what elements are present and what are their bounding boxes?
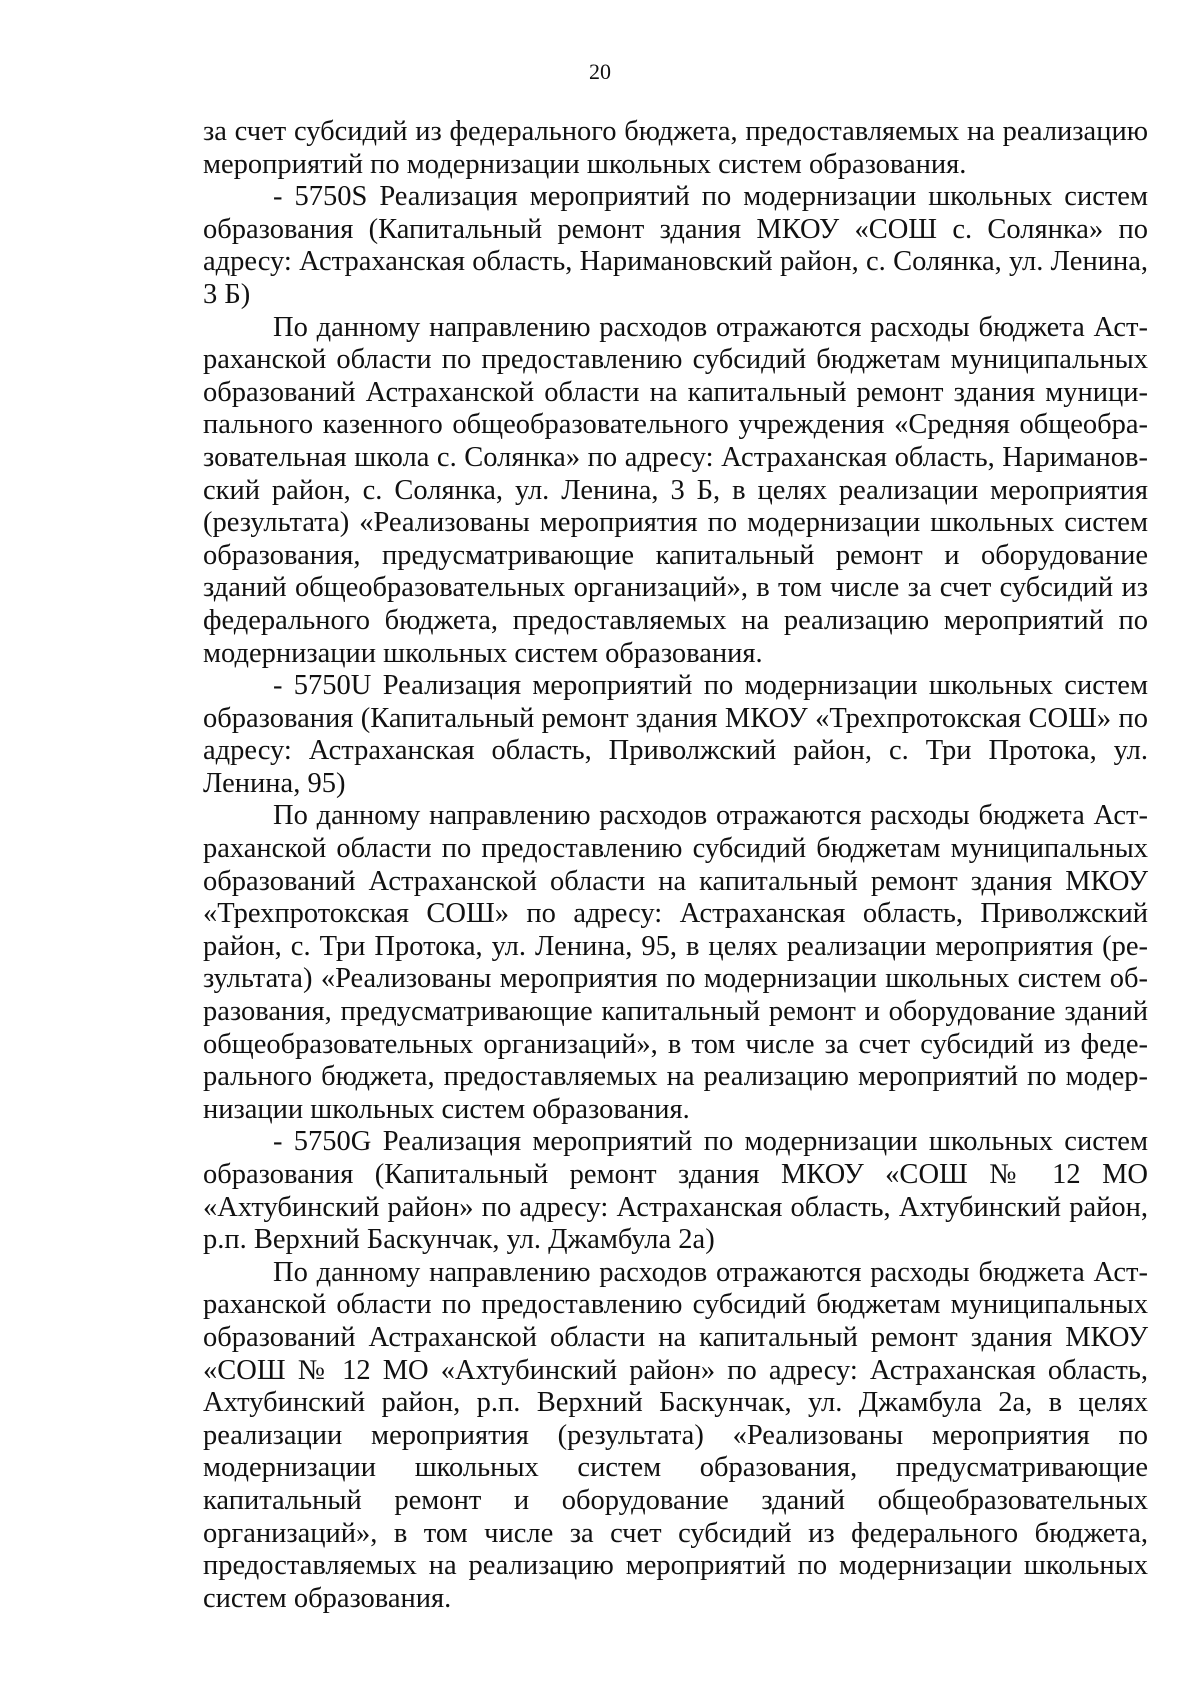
paragraph-item-5750s: - 5750S Реализация мероприятий по модернизации школьных систем образования (Капитальный ремонт здания МКОУ «СОШ с. Солянка» по адресу: Астраханская область, Наримановский район, с. Солянка, ул. Ленина, 3 Б) — [203, 181, 1148, 310]
document-body — [203, 116, 1148, 1615]
paragraph-item-5750u: - 5750U Реализация мероприятий по модернизации школьных систем образования (Капитальный ремонт здания МКОУ «Трехпротокская СОШ» по адресу: Астраханская область, Приволжский район, с. Три Протока, ул. Ленина, 95) — [203, 670, 1148, 799]
page-number: 20 — [589, 59, 611, 84]
paragraph-continuation: за счет субсидий из федерального бюджета, предоставляемых на реализацию мероприятий по модернизации школьных систем образования. — [203, 116, 1148, 180]
paragraph-description-5750s: По данному направлению расходов отражаются расходы бюджета Астраханской области по предоставлению субсидий бюджетам муниципальных образований Астраханской области на капитальный ремонт здания муниципального казенного общеобразовательного учреждения «Средняя общеобразовательная школа с. Солянка» по адресу: Астраханская область, Наримановский район, с. Солянка, ул. Ленина, 3 Б, в целях реализации мероприятия (результата) «Реализованы мероприятия по модернизации школьных систем образования, предусматривающие капитальный ремонт и оборудование зданий общеобразовательных организаций», в том числе за счет субсидий из федерального бюджета, предоставляемых на реализацию мероприятий по модернизации школьных систем образования. — [203, 311, 1148, 669]
paragraph-description-5750g: По данному направлению расходов отражаются расходы бюджета Астраханской области по предоставлению субсидий бюджетам муниципальных образований Астраханской области на капитальный ремонт здания МКОУ «СОШ № 12 МО «Ахтубинский район» по адресу: Астраханская область, Ахтубинский район, р.п. Верхний Баскунчак, ул. Джамбула 2а, в целях реализации мероприятия (результата) «Реализованы мероприятия по модернизации школьных систем образования, предусматривающие капитальный ремонт и оборудование зданий общеобразовательных организаций», в том числе за счет субсидий из федерального бюджета, предоставляемых на реализацию мероприятий по модернизации школьных систем образования. — [203, 1256, 1148, 1614]
paragraph-description-5750u: По данному направлению расходов отражаются расходы бюджета Астраханской области по предоставлению субсидий бюджетам муниципальных образований Астраханской области на капитальный ремонт здания МКОУ «Трехпротокская СОШ» по адресу: Астраханская область, Приволжский район, с. Три Протока, ул. Ленина, 95, в целях реализации мероприятия (результата) «Реализованы мероприятия по модернизации школьных систем образования, предусматривающие капитальный ремонт и оборудование зданий общеобразовательных организаций», в том числе за счет субсидий из федерального бюджета, предоставляемых на реализацию мероприятий по модернизации школьных систем образования. — [203, 800, 1148, 1125]
paragraph-item-5750g: - 5750G Реализация мероприятий по модернизации школьных систем образования (Капитальный ремонт здания МКОУ «СОШ № 12 МО «Ахтубинский район» по адресу: Астраханская область, Ахтубинский район, р.п. Верхний Баскунчак, ул. Джамбула 2а) — [203, 1126, 1148, 1256]
